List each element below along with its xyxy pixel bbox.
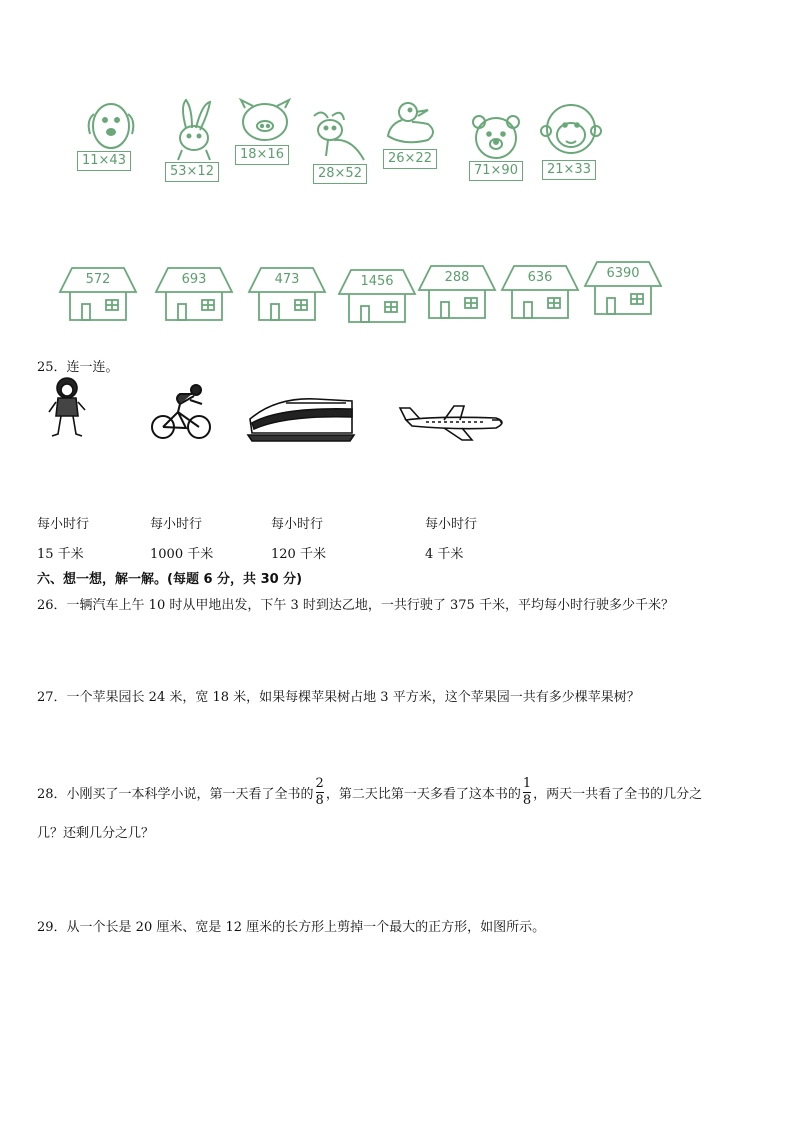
airplane-picture [396,402,510,448]
q28-part1: 28．小刚买了一本科学小说，第一天看了全书的 [37,787,314,802]
speed-label: 每小时行 [150,517,203,532]
duck-picture [384,100,446,148]
dog-sign: 11×43 [77,151,131,171]
speed-label: 每小时行 [37,517,90,532]
house [247,266,327,326]
fraction-denominator: 8 [315,793,324,808]
speed-value: 4 千米 [425,547,464,562]
fraction-denominator: 8 [522,793,532,808]
house [500,264,580,324]
pig-picture [237,98,293,144]
speed-label: 每小时行 [271,517,324,532]
question-26: 26．一辆汽车上午 10 时从甲地出发，下午 3 时到达乙地，一共行驶了 375 千米，平均每小时行驶多少千米？ [37,598,674,613]
house-number: 6390 [606,266,640,281]
house-number: 636 [527,270,553,285]
house [583,260,663,320]
train-picture [246,393,356,447]
goat-sign: 28×52 [313,164,367,184]
question-28 [37,776,702,809]
house [417,264,497,324]
house-number: 1456 [360,274,394,289]
fraction-numerator: 2 [315,776,324,791]
house-number: 693 [181,272,207,287]
speed-label: 每小时行 [425,517,478,532]
house [58,266,138,326]
q28-line2: 几？还剩几分之几？ [37,826,155,841]
q28-part2: ，第二天比第一天多看了这本书的 [325,787,521,802]
fraction-1-8 [523,776,531,809]
duck-sign: 26×22 [383,149,437,169]
dog-picture [80,98,142,156]
house [154,266,234,326]
child-picture [46,376,88,444]
question-27: 27．一个苹果园长 24 米，宽 18 米，如果每棵苹果树占地 3 平方米，这个苹果园一共有多少棵苹果树？ [37,690,640,705]
fraction-2-8 [316,776,324,809]
question-29: 29．从一个长是 20 厘米、宽是 12 厘米的长方形上剪掉一个最大的正方形，如图所示。 [37,920,546,935]
house [337,268,417,328]
section-title: 六、想一想，解一解。(每题 6 分，共 30 分) [37,572,303,587]
bear-picture [470,112,522,162]
speed-value: 1000 千米 [150,547,214,562]
cyclist-picture [150,382,212,446]
bear-sign: 71×90 [469,161,523,181]
house-number: 572 [85,272,111,287]
rabbit-sign: 53×12 [165,162,219,182]
pig-sign: 18×16 [235,145,289,165]
monkey-picture [540,103,602,159]
goat-picture [308,108,370,166]
fraction-numerator: 1 [522,776,532,791]
speed-value: 15 千米 [37,547,84,562]
rabbit-picture [168,98,220,163]
q25-title: 25．连一连。 [37,360,119,375]
monkey-sign: 21×33 [542,160,596,180]
house-number: 288 [444,270,470,285]
house-number: 473 [274,272,300,287]
q28-part3: ，两天一共看了全书的几分之 [533,787,703,802]
speed-value: 120 千米 [271,547,326,562]
